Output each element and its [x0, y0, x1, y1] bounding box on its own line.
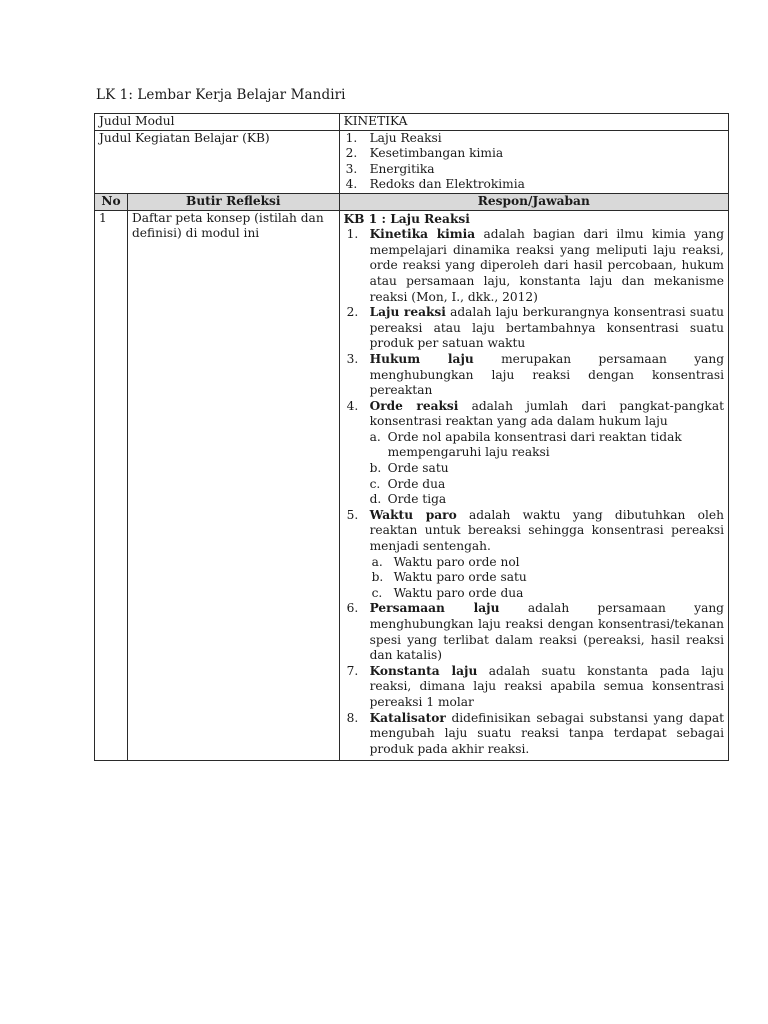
answer-heading: KB 1 : Laju Reaksi: [343, 211, 470, 226]
list-item: [344, 601, 724, 663]
sub-list-text: Orde nol apabila konsentrasi dari reaktan tidak mempengaruhi laju reaksi: [387, 429, 682, 460]
answer-list: [344, 227, 724, 757]
list-item-body: [370, 664, 724, 709]
module-value: KINETIKA: [339, 114, 728, 131]
module-row: [95, 114, 729, 131]
worksheet-table: [94, 113, 729, 761]
list-item-number: 2.: [345, 146, 358, 161]
list-item: [344, 131, 724, 147]
sub-list-letter: b.: [369, 461, 382, 476]
list-item-number: 2.: [346, 305, 359, 320]
list-item: [344, 664, 724, 711]
list-item: [344, 305, 724, 352]
list-item-number: 7.: [346, 663, 359, 678]
header-no: No: [95, 193, 128, 210]
table-row: [95, 210, 729, 761]
sub-list-item: [370, 461, 724, 477]
sub-list-item: [370, 555, 724, 571]
list-item-body: [370, 601, 724, 662]
list-item-number: 3.: [345, 161, 358, 176]
module-label: Judul Modul: [95, 114, 340, 131]
list-item-text: Kesetimbangan kimia: [369, 146, 504, 161]
list-item-body: [370, 508, 724, 553]
list-item: [344, 399, 724, 508]
list-item: [344, 352, 724, 399]
sub-list-letter: b.: [371, 570, 384, 585]
list-item: [344, 227, 724, 305]
list-item-number: 4.: [345, 177, 358, 192]
list-item-number: 6.: [346, 601, 359, 616]
list-item: [344, 146, 724, 162]
list-item: [344, 508, 724, 602]
sub-list-letter: c.: [371, 585, 383, 600]
sub-list-text: Waktu paro orde nol: [393, 554, 520, 569]
list-item-number: 5.: [346, 507, 359, 522]
kb-row: [95, 130, 729, 193]
term: Waktu paro: [369, 507, 457, 522]
row-no: 1: [95, 210, 128, 761]
sub-list-letter: d.: [369, 492, 382, 507]
definition: adalah jumlah dari pangkat-pangkat konsentrasi reaktan yang ada dalam hukum laju: [369, 398, 724, 429]
sub-list-text: Orde tiga: [387, 492, 447, 507]
list-item: [344, 162, 724, 178]
list-item-number: 4.: [346, 398, 359, 413]
term: Hukum laju: [369, 351, 474, 366]
list-item-body: [370, 399, 724, 429]
sub-list-letter: a.: [369, 429, 381, 444]
list-item: [344, 711, 724, 758]
list-item-body: [370, 305, 724, 350]
list-item-text: Redoks dan Elektrokimia: [369, 177, 525, 192]
sub-list-item: [370, 570, 724, 586]
list-item-body: [370, 227, 724, 303]
header-butir: Butir Refleksi: [127, 193, 339, 210]
sub-list-item: [370, 477, 724, 493]
list-item-number: 3.: [346, 351, 359, 366]
table-header-row: [95, 193, 729, 210]
definition: adalah suatu konstanta pada laju reaksi, dimana laju reaksi apabila semua konsentrasi pereaksi 1 molar: [369, 663, 724, 709]
sub-list: [370, 555, 724, 602]
term: Persamaan laju: [369, 601, 500, 616]
sub-list-text: Orde dua: [387, 476, 446, 491]
list-item-number: 1.: [346, 227, 359, 242]
sub-list-text: Orde satu: [387, 461, 449, 476]
term: Katalisator: [369, 710, 446, 725]
sub-list-letter: a.: [371, 554, 383, 569]
definition: adalah laju berkurangnya konsentrasi suatu pereaksi atau laju bertambahnya konsentrasi suatu produk per satuan waktu: [369, 305, 724, 351]
sub-list-item: [370, 430, 724, 461]
list-item: [344, 177, 724, 193]
list-item-number: 8.: [346, 710, 359, 725]
definition: adalah bagian dari ilmu kimia yang mempelajari dinamika reaksi yang meliputi laju reaksi, orde reaksi yang diperoleh dari hasil percobaan, hukum atau persamaan laju, konstanta laju dan mekanisme reaksi (Mon, I., dkk., 2012): [369, 227, 724, 304]
kb-list: [344, 131, 724, 193]
list-item-text: Laju Reaksi: [369, 130, 442, 145]
list-item-text: Energitika: [369, 161, 435, 176]
definition: adalah waktu yang dibutuhkan oleh reaktan untuk bereaksi sehingga konsentrasi pereaksi menjadi sentengah.: [369, 507, 724, 554]
term: Kinetika kimia: [369, 227, 476, 242]
term: Laju reaksi: [369, 305, 446, 320]
list-item-number: 1.: [345, 130, 358, 145]
definition: merupakan persamaan yang menghubungkan laju reaksi dengan konsentrasi pereaktan: [369, 351, 724, 398]
list-item-body: [370, 352, 724, 397]
term: Konstanta laju: [369, 663, 478, 678]
sub-list-item: [370, 492, 724, 508]
definition: adalah persamaan yang menghubungkan laju reaksi dengan konsentrasi/tekanan spesi yang terlibat dalam reaksi (pereaksi, hasil reaksi dan katalis): [369, 601, 724, 663]
sub-list: [370, 430, 724, 508]
row-butir: Daftar peta konsep (istilah dan definisi) di modul ini: [127, 210, 339, 761]
sub-list-text: Waktu paro orde dua: [393, 585, 524, 600]
kb-label: Judul Kegiatan Belajar (KB): [95, 130, 340, 193]
row-respon: [339, 210, 728, 761]
page-title: LK 1: Lembar Kerja Belajar Mandiri: [96, 87, 346, 103]
sub-list-item: [370, 586, 724, 602]
definition: didefinisikan sebagai substansi yang dapat mengubah laju suatu reaksi tanpa terdapat sebagai produk pada akhir reaksi.: [369, 710, 724, 756]
term: Orde reaksi: [369, 398, 459, 413]
sub-list-letter: c.: [369, 476, 381, 491]
list-item-body: [370, 711, 724, 756]
kb-list-cell: [339, 130, 728, 193]
header-respon: Respon/Jawaban: [339, 193, 728, 210]
sub-list-text: Waktu paro orde satu: [393, 570, 527, 585]
